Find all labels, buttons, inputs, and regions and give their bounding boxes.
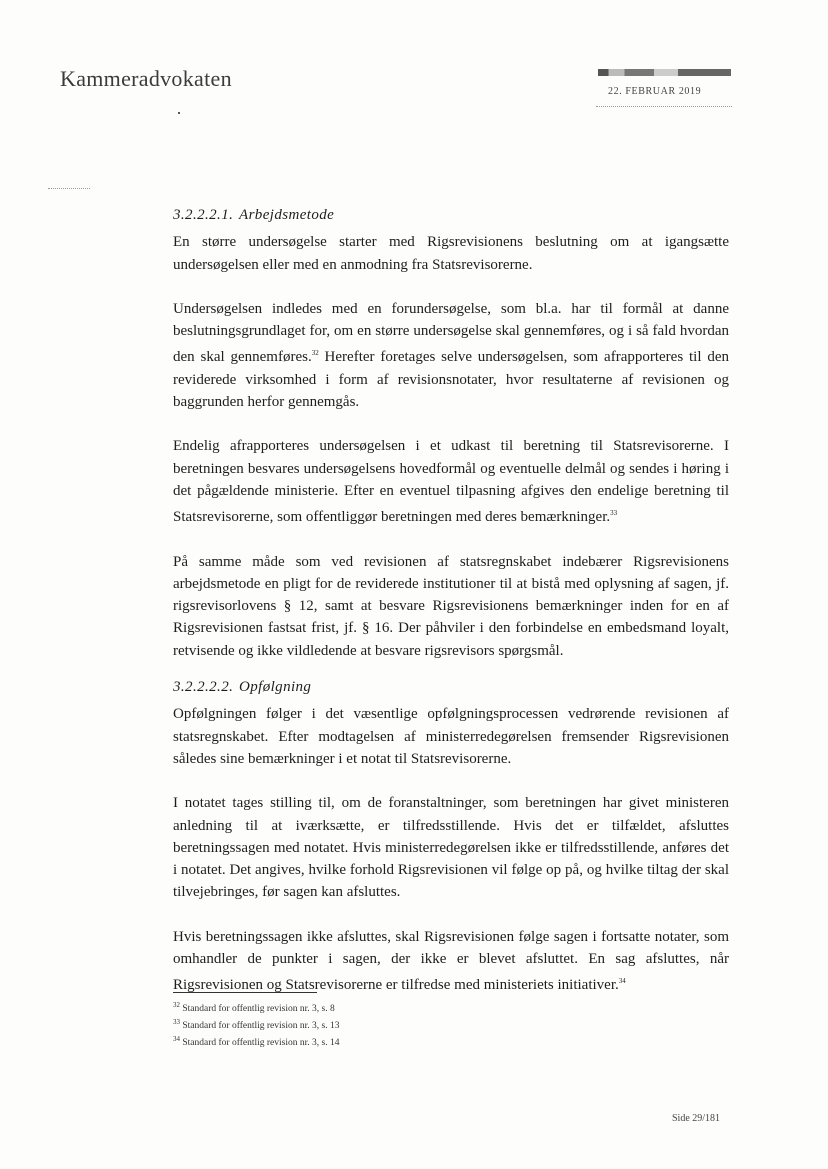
section-title: Arbejdsmetode: [239, 207, 335, 223]
section-title: Opfølgning: [239, 679, 312, 696]
section-number: 3.2.2.2.1.: [173, 207, 234, 223]
paragraph: Opfølgningen følger i det væsentlige opfølgningsprocessen vedrørende revisionen af statsregnskabet. Efter modtagelsen af ministerredegørelsen fremsender Rigsrevisionen således sine bemærkninger i et notat til Statsrevisorerne.: [173, 706, 729, 767]
paragraph-text: Herefter foretages selve undersøgelsen, som afrapporteres til den reviderede virksomhed i form af revisionsnotater, hvor resultaterne af revisionen og baggrunden herfor gennemgås.: [173, 349, 729, 411]
paragraph: [173, 926, 729, 997]
footnote: [173, 1033, 473, 1050]
paragraph: [173, 435, 729, 528]
document-date: 22. FEBRUAR 2019: [608, 86, 702, 97]
footnote-text: Standard for offentlig revision nr. 3, s. 14: [182, 1038, 340, 1049]
footnote-number: 33: [173, 1018, 180, 1027]
footnote-number: 34: [173, 1035, 180, 1044]
footnotes: [173, 999, 473, 1050]
paragraph-text: Hvis beretningssagen ikke afsluttes, skal Rigsrevisionen følge sagen i fortsatte notater, som omhandler de punkter i sagen, der ikke er blevet afsluttet. En sag afsluttes, når Rigsrevisionen og Statsrevisorerne er tilfredse med ministeriets initiativer.: [173, 928, 729, 994]
paragraph: [173, 298, 729, 413]
paragraph: En større undersøgelse starter med Rigsrevisionens beslutning om at igangsætte undersøgelsen eller med en anmodning fra Statsrevisorerne.: [173, 234, 729, 273]
footnote: [173, 1016, 473, 1033]
footnote-ref: 33: [610, 509, 618, 518]
date-header-bar: [598, 69, 731, 76]
footnote-text: Standard for offentlig revision nr. 3, s. 13: [182, 1021, 340, 1032]
section-heading-opfoelgning: [173, 676, 729, 698]
footnote-rule: [173, 992, 317, 993]
footnote-ref: 32: [311, 349, 319, 358]
section-heading-arbejdsmetode: [173, 204, 729, 226]
paragraph: På samme måde som ved revisionen af statsregnskabet indebærer Rigsrevisionens arbejdsmetode en pligt for de reviderede institutioner til at bistå med oplysning af sagen, jf. rigsrevisorlovens § 12, samt at besvare Rigsrevisionens bemærkninger inden for en af Rigsrevisionen fastsat frist, jf. § 16. Der påhviler i den forbindelse en embedsmand loyalt, retvisende og ikke vildledende at besvare rigsrevisors spørgsmål.: [173, 553, 729, 659]
footnote-ref: 34: [618, 977, 626, 986]
footnote-text: Standard for offentlig revision nr. 3, s. 8: [182, 1004, 335, 1015]
paragraph-text: Endelig afrapporteres undersøgelsen i et udkast til beretning til Statsrevisorerne. I beretningen besvares undersøgelsens hovedformål og eventuelle delmål og sendes i høring i det pågældende ministerie. Efter en eventuel tilpasning afgives den endelige beretning til Statsrevisorerne, som offentliggør beretningen med deres bemærkninger.: [173, 438, 729, 526]
footnote: [173, 999, 473, 1016]
scan-speck: [178, 112, 180, 114]
paragraph: I notatet tages stilling til, om de foranstaltninger, som beretningen har givet ministeren anledning til at iværksætte, er tilfredsstillende. Hvis det er tilfældet, afsluttes beretningssagen med notatet. Hvis ministerredegørelsen ikke er tilfredsstillende, anføres det i notatet. Det angives, hvilke forhold Rigsrevisionen vil følge op på, og hvilke tiltag der skal tilvejebringes, før sagen kan afsluttes.: [173, 795, 729, 901]
section-number: 3.2.2.2.2.: [173, 679, 234, 696]
footnote-number: 32: [173, 1001, 180, 1009]
kammeradvokaten-logo: Kammeradvokaten: [60, 66, 232, 91]
page-number: Side 29/181: [672, 1113, 721, 1124]
scan-mark: [48, 188, 90, 189]
date-rule: [596, 106, 732, 107]
paragraph-text: Undersøgelsen indledes med en forundersøgelse, som bl.a. har til formål at danne beslutningsgrundlaget for, om en større undersøgelse skal gennemføres, og i så fald hvordan den skal gennemføres.: [173, 300, 729, 366]
document-body: [173, 204, 729, 1019]
